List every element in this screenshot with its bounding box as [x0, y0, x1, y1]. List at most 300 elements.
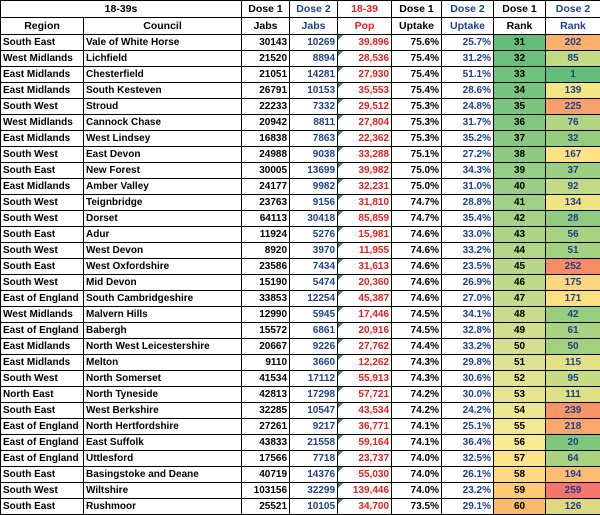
dose2-jabs-cell: 21558 [290, 435, 338, 451]
population-cell: 43,534 [338, 403, 392, 419]
region-cell: East Midlands [1, 131, 84, 147]
council-cell: West Berkshire [84, 403, 242, 419]
dose1-jabs-cell: 15190 [242, 275, 290, 291]
table-row [1, 275, 600, 291]
dose2-rank-cell: 167 [546, 147, 600, 163]
dose2-uptake-cell: 27.2% [442, 147, 494, 163]
region-cell: West Midlands [1, 51, 84, 67]
council-cell: Amber Valley [84, 179, 242, 195]
dose2-uptake-cell: 28.8% [442, 195, 494, 211]
table-row [1, 355, 600, 371]
jabs2-header: Jabs [290, 18, 338, 35]
dose1-jabs-header-top: Dose 1 [242, 1, 290, 18]
group-title-cell: 18-39s [1, 1, 242, 18]
region-cell: West Midlands [1, 307, 84, 323]
table-row [1, 147, 600, 163]
dose2-rank-cell: 1 [546, 67, 600, 83]
dose2-jabs-cell: 8894 [290, 51, 338, 67]
council-cell: Adur [84, 227, 242, 243]
region-cell: East Midlands [1, 67, 84, 83]
dose1-jabs-cell: 15572 [242, 323, 290, 339]
table-row [1, 35, 600, 51]
dose2-uptake-cell: 24.8% [442, 99, 494, 115]
dose1-jabs-cell: 8920 [242, 243, 290, 259]
dose1-rank-cell: 31 [494, 35, 546, 51]
council-cell: Stroud [84, 99, 242, 115]
region-cell: East Midlands [1, 179, 84, 195]
table-row [1, 67, 600, 83]
dose1-uptake-cell: 75.6% [392, 35, 442, 51]
dose1-rank-cell: 50 [494, 339, 546, 355]
dose1-jabs-cell: 27261 [242, 419, 290, 435]
region-cell: South East [1, 403, 84, 419]
region-cell: South West [1, 483, 84, 499]
dose1-uptake-cell: 74.7% [392, 211, 442, 227]
dose1-jabs-cell: 41534 [242, 371, 290, 387]
dose2-rank-cell: 134 [546, 195, 600, 211]
dose2-uptake-cell: 32.8% [442, 323, 494, 339]
dose2-uptake-cell: 34.1% [442, 307, 494, 323]
dose1-jabs-cell: 30143 [242, 35, 290, 51]
dose1-uptake-cell: 74.6% [392, 291, 442, 307]
dose2-jabs-cell: 9982 [290, 179, 338, 195]
region-cell: West Midlands [1, 115, 84, 131]
dose2-rank-cell: 56 [546, 227, 600, 243]
council-cell: West Lindsey [84, 131, 242, 147]
dose1-uptake-cell: 74.6% [392, 243, 442, 259]
dose2-rank-cell: 95 [546, 371, 600, 387]
population-cell: 23,737 [338, 451, 392, 467]
table-row [1, 419, 600, 435]
council-cell: Uttlesford [84, 451, 242, 467]
region-cell: South West [1, 275, 84, 291]
dose2-jabs-cell: 9156 [290, 195, 338, 211]
dose1-uptake-cell: 75.4% [392, 83, 442, 99]
dose2-jabs-cell: 9217 [290, 419, 338, 435]
council-cell: East Devon [84, 147, 242, 163]
table-row [1, 307, 600, 323]
dose1-rank-cell: 49 [494, 323, 546, 339]
table-row [1, 195, 600, 211]
dose2-jabs-cell: 7332 [290, 99, 338, 115]
dose1-uptake-cell: 74.6% [392, 275, 442, 291]
dose2-rank-cell: 115 [546, 355, 600, 371]
dose1-rank-cell: 57 [494, 451, 546, 467]
region-cell: South East [1, 227, 84, 243]
dose2-uptake-cell: 23.2% [442, 483, 494, 499]
dose2-uptake-header-top: Dose 2 [442, 1, 494, 18]
dose2-rank-cell: 76 [546, 115, 600, 131]
population-cell: 31,810 [338, 195, 392, 211]
dose2-jabs-cell: 7718 [290, 451, 338, 467]
region-header: Region [1, 18, 84, 35]
dose2-uptake-cell: 34.3% [442, 163, 494, 179]
rank1-header: Rank [494, 18, 546, 35]
dose1-uptake-cell: 74.6% [392, 259, 442, 275]
dose2-rank-cell: 32 [546, 131, 600, 147]
council-cell: Basingstoke and Deane [84, 467, 242, 483]
population-cell: 11,955 [338, 243, 392, 259]
table-body [1, 35, 600, 515]
region-cell: South West [1, 371, 84, 387]
population-cell: 57,721 [338, 387, 392, 403]
population-cell: 33,288 [338, 147, 392, 163]
dose2-uptake-cell: 26.1% [442, 467, 494, 483]
population-cell: 17,446 [338, 307, 392, 323]
dose2-jabs-cell: 14376 [290, 467, 338, 483]
region-cell: South East [1, 499, 84, 515]
dose1-rank-cell: 34 [494, 83, 546, 99]
dose2-uptake-cell: 36.4% [442, 435, 494, 451]
population-cell: 55,030 [338, 467, 392, 483]
dose2-uptake-cell: 26.9% [442, 275, 494, 291]
dose2-uptake-cell: 31.0% [442, 179, 494, 195]
dose2-uptake-cell: 35.4% [442, 211, 494, 227]
region-cell: South West [1, 147, 84, 163]
region-cell: East of England [1, 419, 84, 435]
dose1-uptake-cell: 75.3% [392, 131, 442, 147]
region-cell: East of England [1, 451, 84, 467]
dose2-uptake-cell: 24.2% [442, 403, 494, 419]
dose2-jabs-cell: 17298 [290, 387, 338, 403]
council-cell: East Suffolk [84, 435, 242, 451]
dose1-jabs-cell: 21051 [242, 67, 290, 83]
region-cell: South West [1, 243, 84, 259]
population-cell: 20,916 [338, 323, 392, 339]
council-cell: South Kesteven [84, 83, 242, 99]
region-cell: East of England [1, 323, 84, 339]
dose2-rank-cell: 92 [546, 179, 600, 195]
council-header: Council [84, 18, 242, 35]
dose1-jabs-cell: 23763 [242, 195, 290, 211]
dose2-jabs-cell: 17112 [290, 371, 338, 387]
table-row [1, 227, 600, 243]
rank2-header: Rank [546, 18, 600, 35]
table-row [1, 435, 600, 451]
uptake1-header: Uptake [392, 18, 442, 35]
dose2-uptake-cell: 29.1% [442, 499, 494, 515]
dose1-jabs-cell: 25521 [242, 499, 290, 515]
dose2-rank-cell: 85 [546, 51, 600, 67]
population-cell: 27,762 [338, 339, 392, 355]
dose1-jabs-cell: 64113 [242, 211, 290, 227]
dose2-jabs-cell: 10547 [290, 403, 338, 419]
dose2-uptake-cell: 30.0% [442, 387, 494, 403]
dose2-rank-cell: 218 [546, 419, 600, 435]
council-cell: Chesterfield [84, 67, 242, 83]
table-row [1, 291, 600, 307]
dose1-jabs-cell: 33853 [242, 291, 290, 307]
dose2-jabs-cell: 30418 [290, 211, 338, 227]
dose2-rank-cell: 252 [546, 259, 600, 275]
table-row [1, 371, 600, 387]
population-cell: 32,231 [338, 179, 392, 195]
dose1-jabs-cell: 17566 [242, 451, 290, 467]
region-cell: East Midlands [1, 83, 84, 99]
council-cell: Malvern Hills [84, 307, 242, 323]
dose2-uptake-cell: 30.6% [442, 371, 494, 387]
council-cell: North Tyneside [84, 387, 242, 403]
uptake2-header: Uptake [442, 18, 494, 35]
table-row [1, 163, 600, 179]
population-cell: 34,700 [338, 499, 392, 515]
dose1-uptake-cell: 74.2% [392, 387, 442, 403]
table-row [1, 451, 600, 467]
dose2-jabs-cell: 10269 [290, 35, 338, 51]
table-row [1, 99, 600, 115]
dose1-uptake-cell: 75.4% [392, 51, 442, 67]
dose1-jabs-cell: 9110 [242, 355, 290, 371]
dose1-rank-cell: 42 [494, 211, 546, 227]
dose1-rank-cell: 41 [494, 195, 546, 211]
dose2-rank-cell: 171 [546, 291, 600, 307]
dose1-rank-cell: 59 [494, 483, 546, 499]
region-cell: South East [1, 35, 84, 51]
dose1-rank-cell: 52 [494, 371, 546, 387]
population-cell: 27,804 [338, 115, 392, 131]
dose1-uptake-cell: 74.7% [392, 195, 442, 211]
dose2-rank-cell: 126 [546, 499, 600, 515]
dose2-jabs-cell: 9226 [290, 339, 338, 355]
header-row-top [1, 1, 600, 18]
dose1-jabs-cell: 20942 [242, 115, 290, 131]
council-cell: Babergh [84, 323, 242, 339]
population-cell: 35,553 [338, 83, 392, 99]
dose2-jabs-cell: 3660 [290, 355, 338, 371]
dose1-uptake-cell: 74.6% [392, 227, 442, 243]
dose1-rank-cell: 35 [494, 99, 546, 115]
dose2-jabs-cell: 3970 [290, 243, 338, 259]
dose1-uptake-cell: 75.3% [392, 115, 442, 131]
dose2-jabs-cell: 5276 [290, 227, 338, 243]
header-row-bottom [1, 18, 600, 35]
dose1-jabs-cell: 23586 [242, 259, 290, 275]
dose2-uptake-cell: 51.1% [442, 67, 494, 83]
dose1-jabs-cell: 40719 [242, 467, 290, 483]
dose1-rank-header-top: Dose 1 [494, 1, 546, 18]
dose1-jabs-cell: 24988 [242, 147, 290, 163]
table-row [1, 243, 600, 259]
dose1-jabs-cell: 22233 [242, 99, 290, 115]
dose1-jabs-cell: 42813 [242, 387, 290, 403]
dose1-rank-cell: 39 [494, 163, 546, 179]
dose2-uptake-cell: 31.7% [442, 115, 494, 131]
population-cell: 27,930 [338, 67, 392, 83]
dose1-uptake-cell: 75.0% [392, 163, 442, 179]
population-cell: 31,613 [338, 259, 392, 275]
dose2-rank-cell: 225 [546, 99, 600, 115]
dose1-jabs-cell: 11924 [242, 227, 290, 243]
dose1-rank-cell: 47 [494, 291, 546, 307]
dose1-uptake-cell: 74.4% [392, 339, 442, 355]
pop-header-top: 18-39 [338, 1, 392, 18]
dose2-uptake-cell: 33.2% [442, 243, 494, 259]
population-cell: 39,982 [338, 163, 392, 179]
dose1-rank-cell: 44 [494, 243, 546, 259]
population-cell: 139,446 [338, 483, 392, 499]
dose2-uptake-cell: 28.6% [442, 83, 494, 99]
dose2-rank-cell: 175 [546, 275, 600, 291]
dose1-uptake-cell: 74.0% [392, 451, 442, 467]
dose1-uptake-cell: 75.1% [392, 147, 442, 163]
council-cell: Rushmoor [84, 499, 242, 515]
dose1-uptake-cell: 74.3% [392, 371, 442, 387]
council-cell: North Somerset [84, 371, 242, 387]
dose1-uptake-cell: 75.3% [392, 99, 442, 115]
council-cell: Melton [84, 355, 242, 371]
table-row [1, 179, 600, 195]
region-cell: South East [1, 163, 84, 179]
council-cell: Lichfield [84, 51, 242, 67]
table-row [1, 115, 600, 131]
council-cell: Cannock Chase [84, 115, 242, 131]
table-row [1, 51, 600, 67]
council-cell: Teignbridge [84, 195, 242, 211]
table-row [1, 259, 600, 275]
dose2-rank-header-top: Dose 2 [546, 1, 600, 18]
dose1-uptake-cell: 74.5% [392, 307, 442, 323]
table-row [1, 83, 600, 99]
dose2-rank-cell: 239 [546, 403, 600, 419]
population-cell: 22,362 [338, 131, 392, 147]
dose2-rank-cell: 20 [546, 435, 600, 451]
dose1-uptake-cell: 74.1% [392, 435, 442, 451]
dose1-rank-cell: 53 [494, 387, 546, 403]
dose1-rank-cell: 48 [494, 307, 546, 323]
dose2-rank-cell: 28 [546, 211, 600, 227]
dose1-rank-cell: 36 [494, 115, 546, 131]
dose1-uptake-header-top: Dose 1 [392, 1, 442, 18]
dose2-rank-cell: 37 [546, 163, 600, 179]
dose2-uptake-cell: 33.2% [442, 339, 494, 355]
table-row [1, 211, 600, 227]
dose2-rank-cell: 50 [546, 339, 600, 355]
dose2-uptake-cell: 32.5% [442, 451, 494, 467]
dose2-uptake-cell: 31.2% [442, 51, 494, 67]
dose1-rank-cell: 60 [494, 499, 546, 515]
dose1-jabs-cell: 24177 [242, 179, 290, 195]
council-cell: Dorset [84, 211, 242, 227]
council-cell: New Forest [84, 163, 242, 179]
dose2-jabs-cell: 5474 [290, 275, 338, 291]
council-cell: South Cambridgeshire [84, 291, 242, 307]
dose2-rank-cell: 194 [546, 467, 600, 483]
dose2-jabs-cell: 6861 [290, 323, 338, 339]
dose2-jabs-cell: 8811 [290, 115, 338, 131]
council-cell: West Devon [84, 243, 242, 259]
dose1-uptake-cell: 74.2% [392, 403, 442, 419]
dose2-uptake-cell: 27.0% [442, 291, 494, 307]
dose1-jabs-cell: 103156 [242, 483, 290, 499]
population-cell: 45,387 [338, 291, 392, 307]
dose1-rank-cell: 56 [494, 435, 546, 451]
dose1-rank-cell: 40 [494, 179, 546, 195]
dose1-rank-cell: 45 [494, 259, 546, 275]
population-cell: 15,981 [338, 227, 392, 243]
dose1-jabs-cell: 43833 [242, 435, 290, 451]
dose1-jabs-cell: 12990 [242, 307, 290, 323]
council-cell: North West Leicestershire [84, 339, 242, 355]
dose2-jabs-cell: 7434 [290, 259, 338, 275]
dose1-uptake-cell: 74.0% [392, 467, 442, 483]
dose2-jabs-cell: 12254 [290, 291, 338, 307]
population-cell: 20,360 [338, 275, 392, 291]
region-cell: South West [1, 99, 84, 115]
dose2-uptake-cell: 25.1% [442, 419, 494, 435]
jabs1-header: Jabs [242, 18, 290, 35]
dose1-uptake-cell: 74.5% [392, 323, 442, 339]
dose1-rank-cell: 55 [494, 419, 546, 435]
region-cell: North East [1, 387, 84, 403]
table-row [1, 323, 600, 339]
region-cell: South East [1, 467, 84, 483]
dose2-rank-cell: 202 [546, 35, 600, 51]
dose2-rank-cell: 139 [546, 83, 600, 99]
table-row [1, 499, 600, 515]
dose1-uptake-cell: 74.1% [392, 419, 442, 435]
dose1-jabs-cell: 20667 [242, 339, 290, 355]
dose1-uptake-cell: 75.0% [392, 179, 442, 195]
dose2-rank-cell: 42 [546, 307, 600, 323]
dose2-jabs-cell: 13699 [290, 163, 338, 179]
population-cell: 12,262 [338, 355, 392, 371]
council-cell: Wiltshire [84, 483, 242, 499]
dose2-rank-cell: 111 [546, 387, 600, 403]
table-row [1, 387, 600, 403]
dose2-rank-cell: 61 [546, 323, 600, 339]
dose1-jabs-cell: 26791 [242, 83, 290, 99]
dose2-uptake-cell: 35.2% [442, 131, 494, 147]
region-cell: South West [1, 195, 84, 211]
region-cell: East of England [1, 435, 84, 451]
dose2-jabs-cell: 5945 [290, 307, 338, 323]
pop-header: Pop [338, 18, 392, 35]
dose2-rank-cell: 259 [546, 483, 600, 499]
table-row [1, 339, 600, 355]
dose1-rank-cell: 43 [494, 227, 546, 243]
dose2-jabs-header-top: Dose 2 [290, 1, 338, 18]
dose1-uptake-cell: 75.4% [392, 67, 442, 83]
population-cell: 55,913 [338, 371, 392, 387]
dose1-jabs-cell: 16838 [242, 131, 290, 147]
population-cell: 39,896 [338, 35, 392, 51]
dose2-rank-cell: 64 [546, 451, 600, 467]
dose1-rank-cell: 33 [494, 67, 546, 83]
dose2-jabs-cell: 14281 [290, 67, 338, 83]
dose1-rank-cell: 38 [494, 147, 546, 163]
table-row [1, 403, 600, 419]
dose2-jabs-cell: 32299 [290, 483, 338, 499]
population-cell: 59,164 [338, 435, 392, 451]
dose1-rank-cell: 58 [494, 467, 546, 483]
council-cell: West Oxfordshire [84, 259, 242, 275]
dose2-uptake-cell: 23.5% [442, 259, 494, 275]
region-cell: East of England [1, 291, 84, 307]
dose2-rank-cell: 51 [546, 243, 600, 259]
population-cell: 29,512 [338, 99, 392, 115]
region-cell: South East [1, 259, 84, 275]
region-cell: South West [1, 211, 84, 227]
dose1-rank-cell: 32 [494, 51, 546, 67]
dose1-rank-cell: 37 [494, 131, 546, 147]
dose2-jabs-cell: 9038 [290, 147, 338, 163]
dose2-uptake-cell: 25.7% [442, 35, 494, 51]
dose1-jabs-cell: 32285 [242, 403, 290, 419]
region-cell: East Midlands [1, 355, 84, 371]
dose1-rank-cell: 46 [494, 275, 546, 291]
population-cell: 36,771 [338, 419, 392, 435]
dose1-uptake-cell: 74.3% [392, 355, 442, 371]
